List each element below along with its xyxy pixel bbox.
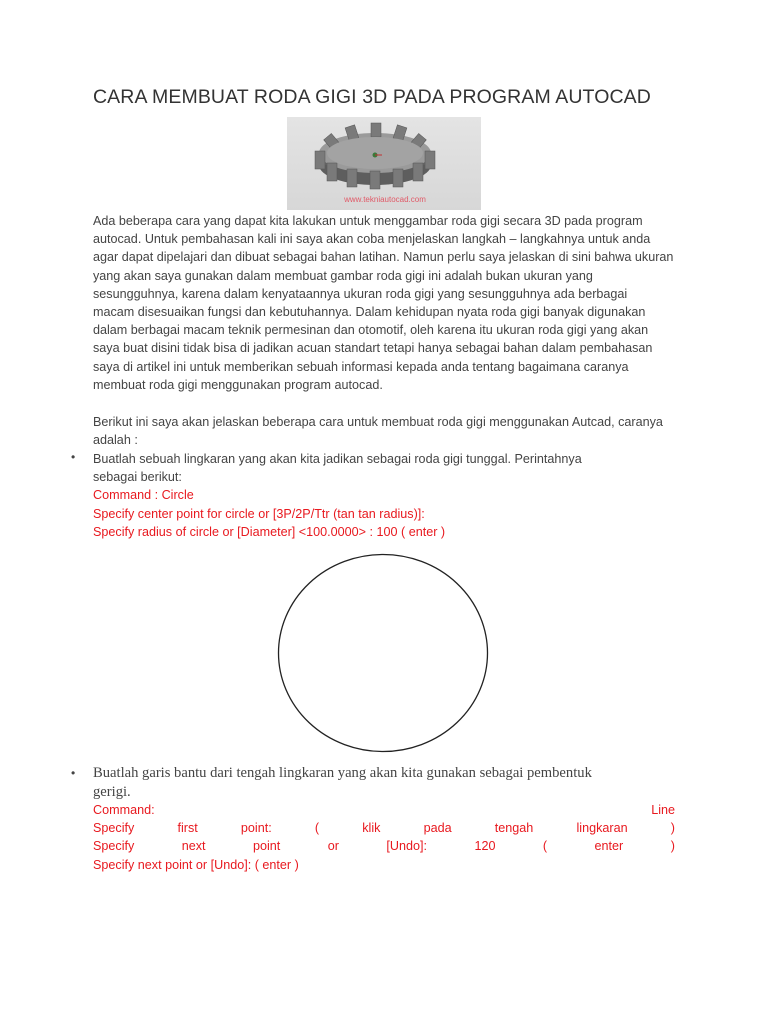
step-2-text-line-1: Buatlah garis bantu dari tengah lingkaran yang akan kita gunakan sebagai pembentuk	[93, 765, 592, 781]
command-word: Line	[651, 803, 675, 817]
command-word: Command:	[93, 803, 155, 817]
watermark-text: www.tekniautocad.com	[344, 195, 426, 204]
step-2-text	[93, 764, 675, 801]
step-1	[93, 450, 675, 541]
command-radius: Specify radius of circle or [Diameter] <100.0000> : 100 ( enter )	[93, 524, 446, 539]
intro-line: Ada beberapa cara yang dapat kita lakukan untuk menggambar roda gigi secara 3D pada program	[93, 214, 643, 228]
intro-line: macam disesuaikan fungsi dan kebutuhannya. Dalam kehidupan nyata roda gigi banyak digunakan	[93, 305, 646, 320]
step-1-text-line-1: Buatlah sebuah lingkaran yang akan kita jadikan sebagai roda gigi tunggal. Perintahnya	[93, 452, 582, 466]
command-circle: Command : Circle	[93, 488, 194, 503]
command-word: )	[670, 839, 675, 854]
command-word: klik	[362, 821, 381, 836]
circle-drawing	[277, 553, 490, 753]
hero-image	[287, 117, 481, 210]
command-word: Specify	[93, 821, 135, 836]
command-word: 120	[474, 839, 496, 854]
command-word: lingkaran	[576, 821, 628, 836]
intro-line: saya buat disini tidak bisa di jadikan acuan standart tetapi hanya sebagai bahan dalam pembahasan	[93, 341, 653, 356]
intro-line: yang akan saya gunakan dalam membuat gambar roda gigi ini adalah bukan ukuran yang	[93, 268, 593, 283]
command-center-point: Specify center point for circle or [3P/2P/Ttr (tan tan radius)]:	[93, 506, 425, 521]
command-word: point:	[240, 821, 272, 836]
command-next-point-row	[93, 837, 675, 855]
intro-line: agar dapat dipelajari dan dibuat sebagai bahan latihan. Namun perlu saya jelaskan di sini bahwa ukuran	[93, 250, 674, 265]
command-first-point-row	[93, 819, 675, 837]
intro-line: autocad. Untuk pembahasan kali ini saya akan coba menjelaskan langkah – langkahnya untuk anda	[93, 232, 651, 247]
command-word: pada	[423, 821, 452, 836]
command-word: enter	[594, 839, 624, 854]
command-word: (	[314, 821, 320, 836]
command-word: or	[327, 839, 339, 854]
intro-line: membuat roda gigi menggunakan program autocad.	[93, 377, 383, 392]
page-title: CARA MEMBUAT RODA GIGI 3D PADA PROGRAM AUTOCAD	[93, 86, 651, 108]
intro-line: sesungguhnya, karena dalam kenyataannya ukuran roda gigi yang sesungguhnya ada berbagai	[93, 286, 628, 301]
command-word: first	[177, 821, 198, 836]
command-word: (	[542, 839, 548, 854]
step-1-text-line-2: sebagai berikut:	[93, 470, 182, 485]
step-2-commands	[93, 801, 675, 874]
command-line-row	[93, 801, 675, 819]
step-2-text-line-2: gerigi.	[93, 783, 131, 800]
bullet-step-1: •	[71, 450, 76, 464]
command-word: point	[253, 839, 281, 854]
circle-shape	[279, 555, 488, 752]
gear-3d-icon	[287, 117, 481, 210]
steps-intro	[93, 413, 675, 449]
command-next-point-enter: Specify next point or [Undo]: ( enter )	[93, 857, 299, 872]
intro-paragraph	[93, 212, 675, 394]
command-word: [Undo]:	[386, 839, 427, 854]
steps-intro-line: adalah :	[93, 433, 138, 448]
command-word: next	[181, 839, 206, 854]
steps-intro-line: Berikut ini saya akan jelaskan beberapa cara untuk membuat roda gigi menggunakan Autcad, caranya	[93, 415, 663, 429]
intro-line: saya di artikel ini untuk memberikan sebuah informasi kepada anda tentang bagaimana caranya	[93, 359, 629, 374]
command-word: )	[670, 821, 675, 836]
bullet-step-2: •	[71, 766, 76, 780]
intro-line: dalam berbagai macam teknik permesinan dan otomotif, oleh karena itu ukuran roda gigi yang akan	[93, 323, 649, 338]
command-word: Specify	[93, 839, 135, 854]
command-word: tengah	[494, 821, 534, 836]
